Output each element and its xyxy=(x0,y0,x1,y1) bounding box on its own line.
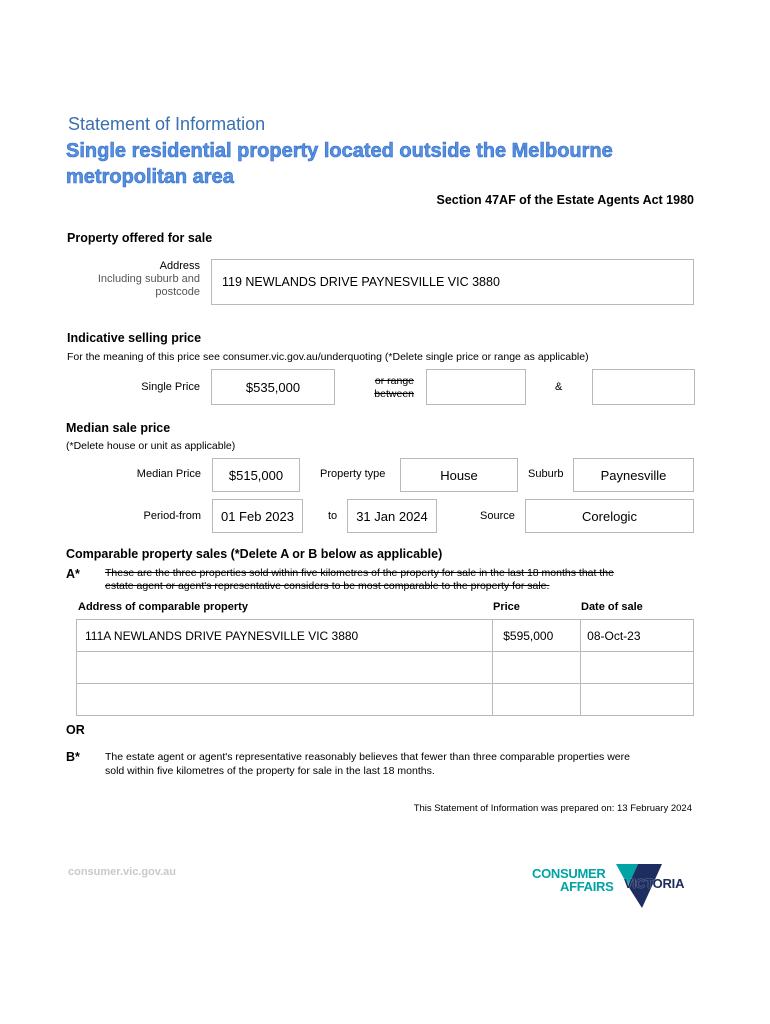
document-title-line2: metropolitan area xyxy=(66,166,234,188)
indicative-heading: Indicative selling price xyxy=(67,331,202,345)
period-to-field[interactable] xyxy=(347,499,437,533)
range-low-field[interactable] xyxy=(426,369,526,405)
table-row xyxy=(77,652,694,684)
address-label-line1: Address xyxy=(159,260,200,272)
suburb-field[interactable] xyxy=(573,458,694,492)
column-header-date: Date of sale xyxy=(581,601,643,613)
comparable-address-cell[interactable] xyxy=(77,652,493,684)
option-a-text xyxy=(105,567,614,593)
address-label xyxy=(80,260,200,299)
median-note: (*Delete house or unit as applicable) xyxy=(66,440,236,452)
column-header-address: Address of comparable property xyxy=(78,601,248,613)
range-label-line1: or range xyxy=(374,375,414,387)
table-row xyxy=(77,620,694,652)
address-label-line2: Including suburb and xyxy=(97,273,200,285)
range-label xyxy=(348,375,414,401)
period-to-label: to xyxy=(328,510,338,522)
single-price-field[interactable] xyxy=(211,369,335,405)
consumer-affairs-victoria-logo xyxy=(530,864,700,910)
period-from-value: 01 Feb 2023 xyxy=(220,508,294,524)
or-label: OR xyxy=(66,723,85,737)
document-title-line1: Single residential property located outside the Melbourne xyxy=(66,140,613,162)
suburb-value: Paynesville xyxy=(600,467,667,483)
comparable-sales-table xyxy=(76,619,694,716)
comparable-price-cell[interactable]: $595,000 xyxy=(493,620,581,652)
source-value: Corelogic xyxy=(582,508,637,524)
single-price-value: $535,000 xyxy=(245,379,301,395)
logo-consumer-text: CONSUMER xyxy=(532,866,606,881)
comparable-price-cell[interactable] xyxy=(493,652,581,684)
address-field[interactable] xyxy=(211,259,694,305)
source-field[interactable] xyxy=(525,499,694,533)
prepared-date: This Statement of Information was prepared on: 13 February 2024 xyxy=(413,803,692,814)
option-b-text-line2: sold within five kilometres of the property for sale in the last 18 months. xyxy=(105,765,435,777)
indicative-note: For the meaning of this price see consumer.vic.gov.au/underquoting (*Delete single price or range as applicable) xyxy=(67,351,589,363)
range-amp: & xyxy=(555,381,563,393)
option-a-text-line2: estate agent or agent's representative considers to be most comparable to the property for sale. xyxy=(105,580,550,592)
comparable-date-cell[interactable] xyxy=(581,684,694,716)
median-price-label: Median Price xyxy=(136,468,201,480)
single-price-label: Single Price xyxy=(141,381,200,393)
median-heading: Median sale price xyxy=(66,421,171,435)
option-b-marker: B* xyxy=(66,750,80,764)
table-row xyxy=(77,684,694,716)
option-a-text-line1: These are the three properties sold within five kilometres of the property for sale in the last 18 months that the xyxy=(105,567,614,579)
suburb-label: Suburb xyxy=(528,468,564,480)
comparable-date-cell[interactable]: 08-Oct-23 xyxy=(581,620,694,652)
median-price-field[interactable] xyxy=(212,458,300,492)
period-from-field[interactable] xyxy=(212,499,303,533)
comparable-address-cell[interactable] xyxy=(77,684,493,716)
address-value: 119 NEWLANDS DRIVE PAYNESVILLE VIC 3880 xyxy=(222,275,500,289)
logo-victoria-text: VICTORIA xyxy=(624,876,685,891)
period-from-label: Period-from xyxy=(143,510,201,522)
option-a-marker: A* xyxy=(66,567,80,581)
comparable-heading: Comparable property sales (*Delete A or B below as applicable) xyxy=(66,547,443,561)
property-type-value: House xyxy=(440,467,478,483)
source-label: Source xyxy=(480,510,515,522)
column-header-price: Price xyxy=(493,601,520,613)
address-label-line3: postcode xyxy=(155,286,200,298)
property-type-label: Property type xyxy=(320,468,386,480)
range-high-field[interactable] xyxy=(592,369,695,405)
section-reference: Section 47AF of the Estate Agents Act 1980 xyxy=(436,193,694,207)
property-heading: Property offered for sale xyxy=(67,231,213,245)
option-b-text xyxy=(105,750,630,778)
comparable-price-cell[interactable] xyxy=(493,684,581,716)
range-label-line2: between xyxy=(374,388,414,400)
logo-affairs-text: AFFAIRS xyxy=(560,879,614,894)
property-type-field[interactable] xyxy=(400,458,518,492)
comparable-address-cell[interactable]: 111A NEWLANDS DRIVE PAYNESVILLE VIC 3880 xyxy=(77,620,493,652)
period-to-value: 31 Jan 2024 xyxy=(356,508,428,524)
document-eyebrow: Statement of Information xyxy=(68,114,266,134)
median-price-value: $515,000 xyxy=(228,467,284,483)
option-b-text-line1: The estate agent or agent's representative reasonably believes that fewer than three comparable properties were xyxy=(105,751,630,763)
comparable-date-cell[interactable] xyxy=(581,652,694,684)
footer-website-link[interactable]: consumer.vic.gov.au xyxy=(68,866,177,878)
